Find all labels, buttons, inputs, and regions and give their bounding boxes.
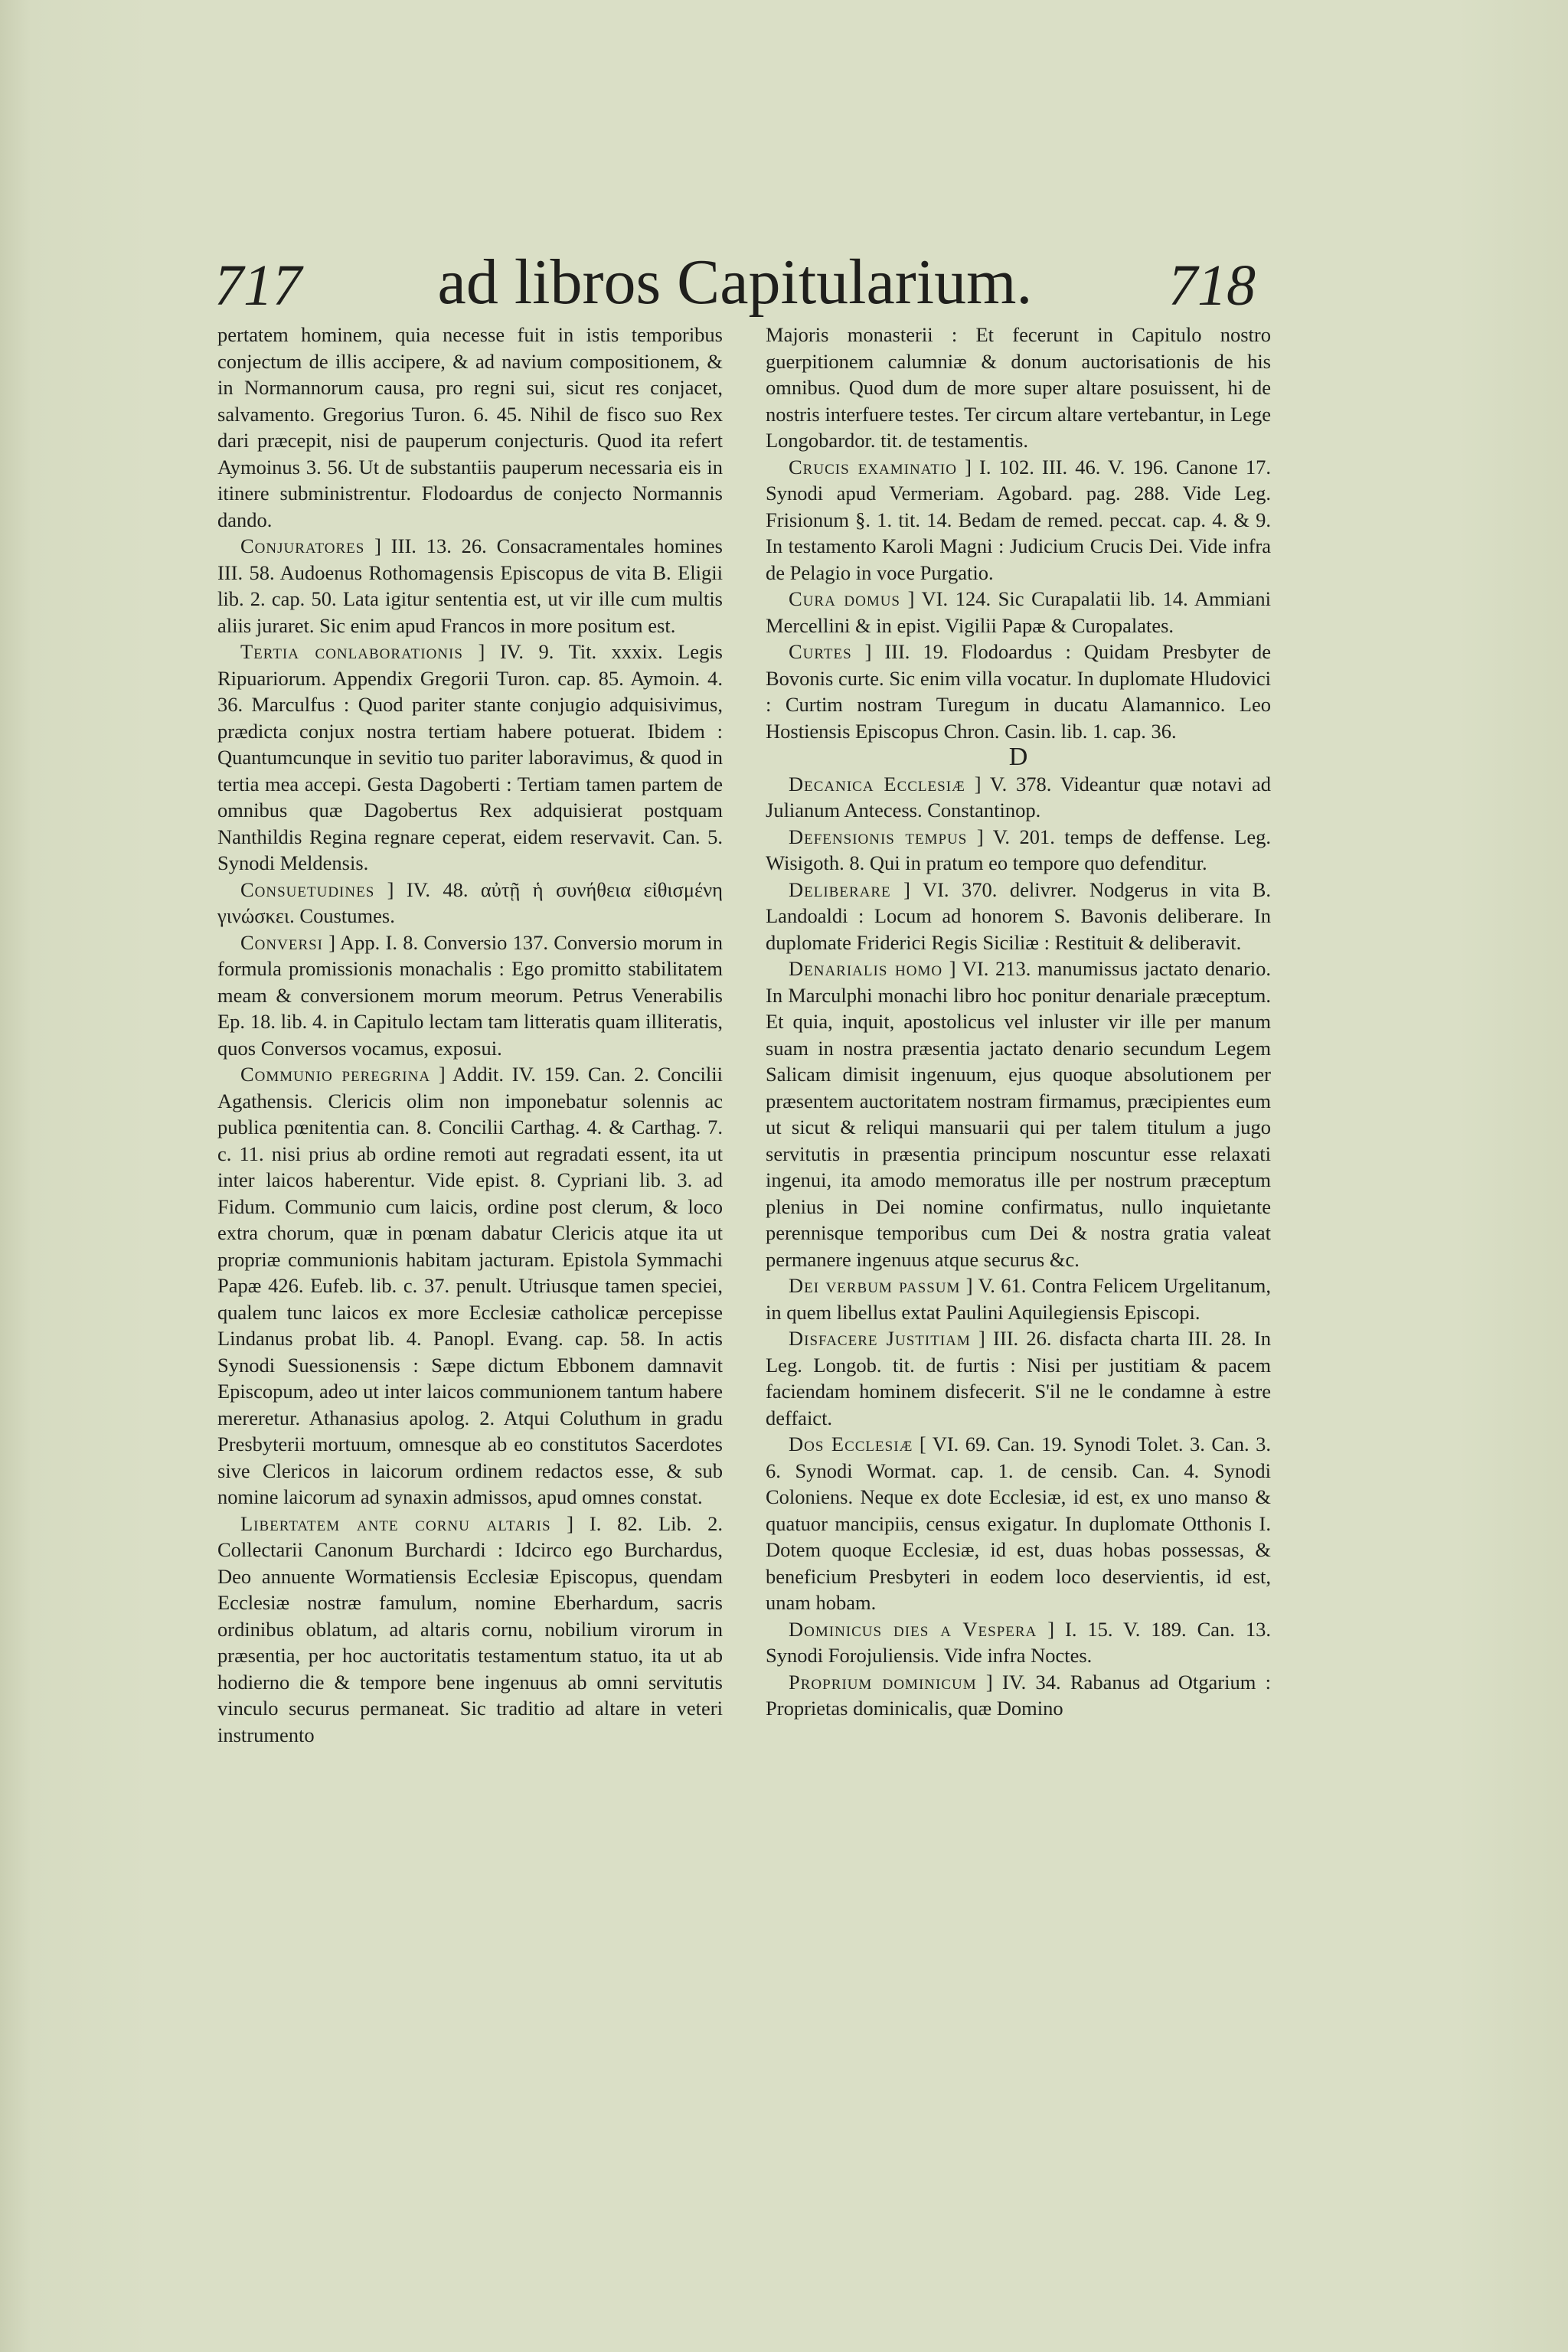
entry-headword: Dominicus dies a Vespera — [789, 1617, 1037, 1641]
right-column — [766, 322, 1271, 1722]
entry-text: ] VI. 124. Sic Curapalatii lib. 14. Ammiani Mercellini & in epist. Vigilii Papæ & Curopalates. — [766, 587, 1271, 637]
glossary-entry — [217, 1511, 723, 1749]
glossary-entry — [766, 1431, 1271, 1616]
glossary-entry — [766, 1272, 1271, 1325]
section-letter: D — [1008, 743, 1028, 771]
entry-text: ] III. 13. 26. Consacramentales homines III. 58. Audoenus Rothomagensis Episcopus de vita B. Eligii lib. 2. cap. 50. Lata igitur sententia est, ut vir ille cum multis aliis juraret. Sic enim apud Francos in more positum est. — [217, 534, 723, 637]
entry-headword: Dei verbum passum — [789, 1274, 961, 1297]
entry-text: ] V. 378. Videantur quæ notavi ad Julianum Antecess. Constantinop. — [766, 772, 1271, 822]
entry-text: ] I. 82. Lib. 2. Collectarii Canonum Burchardi : Idcirco ego Burchardus, Deo annuente Wormatiensis Ecclesiæ Episcopus, quendam Ecclesiæ nostræ famulum, nomine Eberhardum, sacris ordinibus oblatum, ad altaris cornu, nobilium virorum in præsentia, per hoc auctoritatis testamentum statuo, ita ut ab hodierno die & tempore bene ingenuus ab omni servitutis vinculo securus permaneat. Sic traditio ad altare in veteri instrumento — [217, 1511, 724, 1746]
entry-headword: Defensionis tempus — [789, 825, 968, 848]
glossary-entry — [217, 877, 723, 929]
entry-headword: Proprium dominicum — [789, 1670, 977, 1694]
entry-text: ] V. 61. Contra Felicem Urgelitanum, in quem libellus extat Paulini Aquilegiensis Episcopi. — [766, 1274, 1271, 1324]
entry-headword: Communio peregrina — [240, 1063, 431, 1086]
entry-headword: Conversi — [240, 930, 324, 954]
entry-text: ] IV. 48. αὐτῇ ἡ συνήθεια εἰθισμένη γινώσκει. Coustumes. — [217, 877, 723, 927]
entry-headword: Cura domus — [789, 587, 901, 610]
glossary-entry — [766, 824, 1271, 877]
entry-headword: Libertatem ante cornu altaris — [240, 1511, 551, 1535]
entry-text: ] VI. 370. delivrer. Nodgerus in vita B. Landoaldi : Locum ad honorem S. Bavonis deliberare. In duplomate Friderici Regis Siciliæ : Restituit & deliberavit. — [766, 877, 1271, 954]
glossary-entry — [766, 771, 1271, 824]
entry-text: ] VI. 213. manumissus jactato denario. In Marculphi monachi libro hoc ponitur denariale præceptum. Et quia, inquit, apostolicus vel inluster vir ille per manum suam in nostra præsentia jactato denario secundum Legem Salicam dimisit ingenuum, ejus quoque absolutionem per præsentem auctoritatem nostram firmamus, præcipientes eum ut sicut & reliqui mansuarii qui per talem titulum a jugo servitutis in præsentia principum noscuntur esse relaxati ingenui, ita amodo memoratus ille per nostrum præceptum plenius in Dei nomine confirmatus, nullo inquietante perennisque temporibus cum Dei & nostra gratia valeat permanere ingenuus atque securus &c. — [766, 957, 1271, 1271]
entry-headword: Tertia conlaborationis — [240, 640, 463, 663]
entry-text: ] I. 15. V. 189. Can. 13. Synodi Forojuliensis. Vide infra Noctes. — [766, 1617, 1271, 1667]
entry-text: ] I. 102. III. 46. V. 196. Canone 17. Synodi apud Vermeriam. Agobard. pag. 288. Vide Leg. Frisionum §. 1. tit. 14. Bedam de remed. peccat. cap. 4. & 9. In testamento Karoli Magni : Judicium Crucis Dei. Vide infra de Pelagio in voce Purgatio. — [766, 455, 1271, 584]
glossary-entry — [766, 1616, 1271, 1669]
right-page-number: 718 — [1168, 253, 1256, 318]
entry-headword: Decanica Ecclesiæ — [789, 772, 965, 795]
left-column — [217, 322, 723, 1748]
glossary-entry — [766, 956, 1271, 1272]
entry-text: ] III. 19. Flodoardus : Quidam Presbyter de Bovonis curte. Sic enim villa vocatur. In duplomate Hludovici : Curtim nostram Turegum in ducatu Alamannico. Leo Hostiensis Episcopus Chron. Casin. lib. 1. cap. 36. — [766, 640, 1271, 743]
glossary-entry — [766, 877, 1271, 956]
glossary-entry — [766, 639, 1271, 744]
entry-text: ] V. 201. temps de deffense. Leg. Wisigoth. 8. Qui in pratum eo tempore quo defenditur. — [766, 825, 1271, 874]
continued-paragraph: Majoris monasterii : Et fecerunt in Capitulo nostro guerpitionem calumniæ & donum auctorisationis de his omnibus. Quod dum de more super altare posuissent, hi de nostris interfuere testes. Ter circum altare vertebantur, in Lege Longobardor. tit. de testamentis. — [766, 323, 1271, 452]
entry-headword: Crucis examinatio — [789, 455, 957, 479]
entry-headword: Conjuratores — [240, 534, 365, 557]
entry-text: ] Addit. IV. 159. Can. 2. Concilii Agathensis. Clericis olim non imponebatur solennis ac publica pœnitentia can. 8. Concilii Carthag. 4. & Carthag. 7. c. 11. nisi prius ab ordine remoti aut regradati essent, ita ut inter laicos haberentur. Vide epist. 8. Cypriani lib. 3. ad Fidum. Communio cum laicis, ordine post clerum, & loco extra chorum, quæ in pœnam dabatur Clericis atque ita ut propriæ communionis habitam jacturam. Epistola Symmachi Papæ 426. Eufeb. lib. c. 37. penult. Utriusque tamen speciei, qualem tunc laicos ex more Ecclesiæ catholicæ percepisse Lindanus probat lib. 4. Panopl. Evang. cap. 58. In actis Synodi Suessionensis : Sæpe dictum Ebbonem damnavit Episcopum, adeo ut inter laicos communionem tantum habere mereretur. Athanasius apolog. 2. Atqui Coluthum in gradu Presbyterii mortuum, omnesque ab eo constitutos Sacerdotes sive Clericos in laicorum ordinem redactos esse, & sub nomine laicorum ad synaxin admissos, apud omnes constat. — [217, 1063, 723, 1508]
glossary-entry — [217, 639, 723, 877]
entry-text: ] IV. 9. Tit. xxxix. Legis Ripuariorum. Appendix Gregorii Turon. cap. 85. Aymoin. 4. 36. Marculfus : Quod pariter stante conjugio adquisivimus, prædicta conjux nostra tertiam habere potuerat. Ibidem : Quantumcunque in sevitio tuo pariter laboravimus, & quod in tertia mea accepi. Gesta Dagoberti : Tertiam tamen partem de omnibus quæ Dagobertus Rex adquisierat postquam Nanthildis Regina regnare ceperat, eidem reservavit. Can. 5. Synodi Meldensis. — [217, 640, 723, 874]
glossary-entry — [217, 533, 723, 639]
entry-headword: Curtes — [789, 640, 852, 663]
entry-text: ] App. I. 8. Conversio 137. Conversio morum in formula promissionis monachalis : Ego promitto stabilitatem meam & conversionem morum meorum. Petrus Venerabilis Ep. 18. lib. 4. in Capitulo lectam tam litteratis quam illiteratis, quos Conversos vocamus, exposui. — [217, 930, 723, 1060]
entry-text: ] III. 26. disfacta charta III. 28. In Leg. Longob. tit. de furtis : Nisi per justitiam & pacem faciendam hominem disfecerit. S'il ne le condamne à estre deffaict. — [766, 1327, 1271, 1429]
page-header — [214, 245, 1256, 329]
glossary-entry — [766, 454, 1271, 586]
glossary-entry — [217, 1061, 723, 1511]
entry-headword: Deliberare — [789, 877, 891, 901]
glossary-entry — [217, 929, 723, 1062]
entry-text: [ VI. 69. Can. 19. Synodi Tolet. 3. Can. 3. 6. Synodi Wormat. cap. 1. de censib. Can. 4. Synodi Coloniens. Neque ex dote Ecclesiæ, id est, ex uno manso & quatuor mancipiis, census exigatur. In duplomate Otthonis I. Dotem quoque Ecclesiæ, id est, duas hobas possessas, & beneficium Presbyteri in eodem loco deservientis, id est, unam hobam. — [766, 1432, 1271, 1614]
entry-headword: Denarialis homo — [789, 957, 943, 980]
glossary-entry — [766, 586, 1271, 639]
glossary-entry — [766, 1669, 1271, 1722]
entry-headword: Dos Ecclesiæ — [789, 1432, 913, 1455]
left-page-number: 717 — [214, 253, 302, 318]
running-title: ad libros Capitularium. — [437, 247, 1033, 318]
entry-headword: Consuetudines — [240, 877, 375, 901]
entry-text: ] IV. 34. Rabanus ad Otgarium : Proprietas dominicalis, quæ Domino — [766, 1670, 1271, 1720]
continued-paragraph: pertatem hominem, quia necesse fuit in istis temporibus conjectum de illis accipere, & ad navium compositionem, & in Normannorum causa, pro regni sui, sicut res conjacet, salvamento. Gregorius Turon. 6. 45. Nihil de fisco suo Rex dari præcepit, nisi de pauperum conjecturis. Quod ita refert Aymoinus 3. 56. Ut de substantiis pauperum necessaria eis in itinere subministrentur. Flodoardus de conjecto Normannis dando. — [217, 323, 723, 531]
entry-headword: Disfacere Justitiam — [789, 1327, 971, 1350]
glossary-entry — [766, 1325, 1271, 1431]
